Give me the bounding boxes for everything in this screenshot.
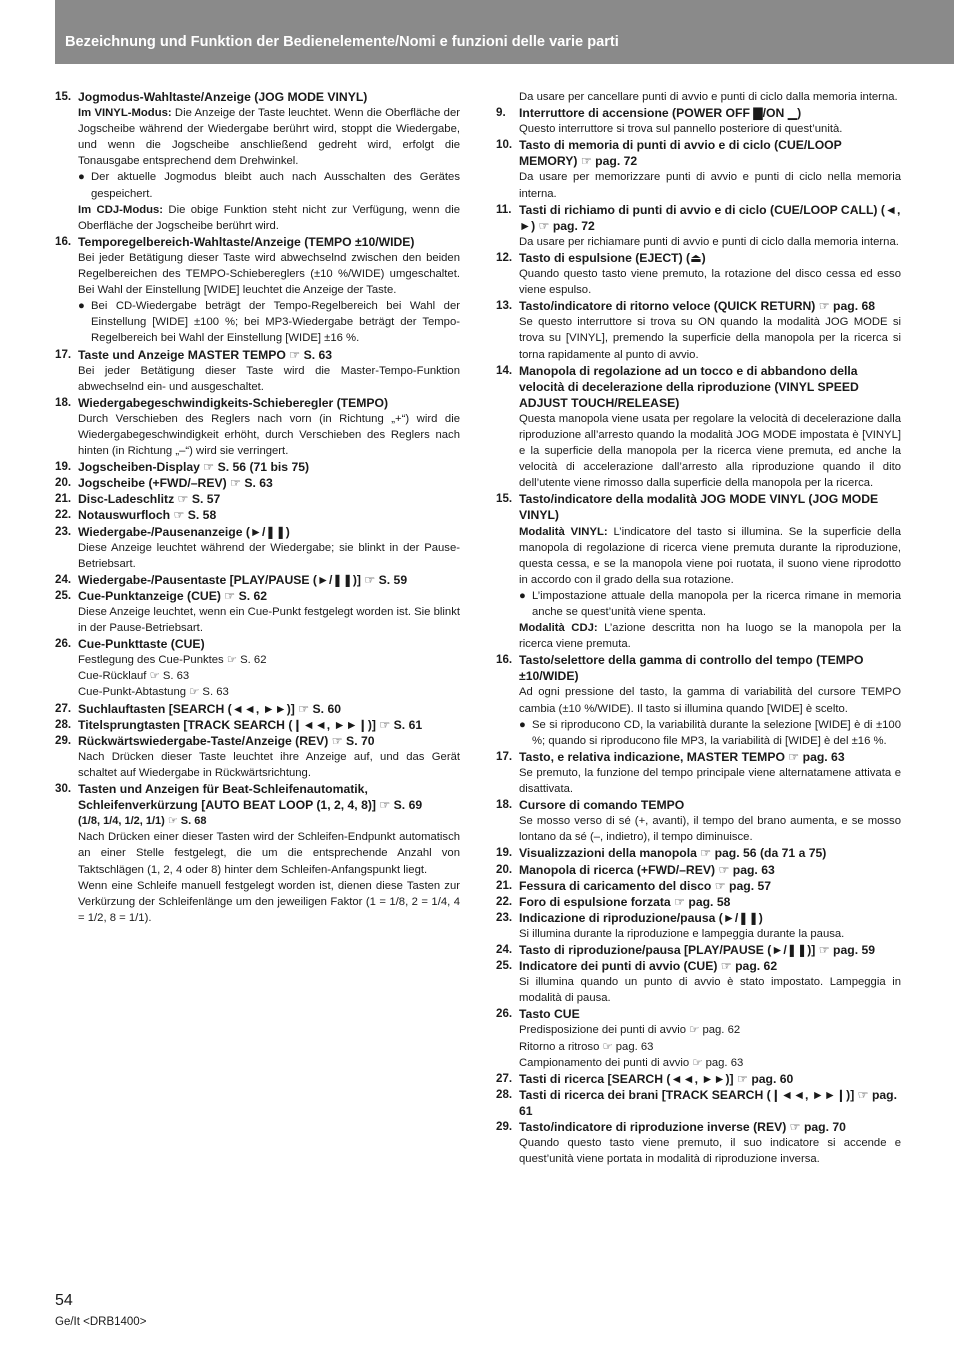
item-number: 17. bbox=[496, 749, 513, 763]
item-title: Tasto/indicatore della modalità JOG MODE VINYL (JOG MODE VINYL) bbox=[519, 492, 879, 523]
item-title: Tasto di espulsione (EJECT) (⏏) bbox=[519, 250, 706, 265]
item-title: Fessura di caricamento del disco ☞ pag. 57 bbox=[519, 878, 772, 893]
header-title: Bezeichnung und Funktion der Bedienelemente/Nomi e funzioni delle varie parti bbox=[65, 34, 619, 50]
item-number: 21. bbox=[496, 878, 513, 892]
item-title: Manopola di ricerca (+FWD/–REV) ☞ pag. 63 bbox=[519, 862, 775, 877]
item-number: 12. bbox=[496, 250, 513, 264]
list-item bbox=[496, 749, 901, 797]
list-item bbox=[55, 459, 460, 475]
list-item bbox=[55, 507, 460, 523]
item-number: 10. bbox=[496, 138, 513, 152]
page-number: 54 bbox=[55, 1292, 73, 1309]
list-item bbox=[496, 878, 901, 894]
description: Si illumina durante la riproduzione e lampeggia durante la pausa. bbox=[519, 927, 845, 940]
item-number: 23. bbox=[55, 524, 72, 538]
item-title: Manopola di regolazione ad un tocco e di abbandono della velocità di decelerazione della riproduzione (VINYL SPEED ADJUST TOUCH/RELEASE) bbox=[519, 363, 859, 410]
list-item bbox=[496, 491, 901, 652]
item-number: 26. bbox=[55, 637, 72, 651]
item-number: 22. bbox=[496, 894, 513, 908]
list-item bbox=[55, 717, 460, 733]
description: Bei jeder Betätigung dieser Taste wird die Master-Tempo-Funktion abwechselnd ein- und ausgeschaltet. bbox=[78, 364, 460, 393]
description: Quando questo tasto viene premuto, la rotazione del disco cessa ed esso viene espulso. bbox=[519, 268, 901, 297]
mode-label: Im CDJ-Modus: bbox=[78, 203, 164, 216]
list-item bbox=[55, 395, 460, 459]
bullet-icon: ● bbox=[78, 300, 85, 313]
item-number: 27. bbox=[496, 1071, 513, 1085]
item-title: Wiedergabe-/Pausenanzeige (►/❚❚) bbox=[78, 524, 290, 539]
item-title: Temporegelbereich-Wahltaste/Anzeige (TEMPO ±10/WIDE) bbox=[78, 234, 415, 249]
list-item bbox=[55, 475, 460, 491]
list-item bbox=[496, 1087, 901, 1119]
description: Campionamento dei punti di avvio ☞ pag. 63 bbox=[519, 1056, 744, 1069]
list-item bbox=[496, 363, 901, 492]
list-item bbox=[496, 1071, 901, 1087]
description: Durch Verschieben des Reglers nach vorn (in Richtung „+“) wird die Wiedergabegeschwindigkeit erhöht, durch Verschieben des Reglers nach hinten (in Richtung „–“) wird sie verringert. bbox=[78, 412, 460, 458]
right-intro: Da usare per cancellare punti di avvio e punti di ciclo dalla memoria interna. bbox=[519, 91, 898, 103]
item-number: 24. bbox=[55, 572, 72, 586]
description: Se questo interruttore si trova su ON quando la modalità JOG MODE si trova su [VINYL], premendo la superficie della manopola per la ricerca si torna rapidamente al punto di avvio. bbox=[519, 316, 901, 361]
description: Se premuto, la funzione del tempo principale viene alternatamene attivata e disattivata. bbox=[519, 766, 901, 796]
list-item bbox=[55, 491, 460, 507]
item-title: Jogscheibe (+FWD/–REV) ☞ S. 63 bbox=[78, 476, 273, 491]
item-number: 15. bbox=[55, 90, 72, 103]
list-item bbox=[496, 958, 901, 1006]
list-item bbox=[55, 524, 460, 572]
item-title: Cue-Punktanzeige (CUE) ☞ S. 62 bbox=[78, 588, 268, 603]
item-number: 20. bbox=[55, 476, 72, 490]
description: Festlegung des Cue-Punktes ☞ S. 62 bbox=[78, 654, 267, 667]
item-title: Jogscheiben-Display ☞ S. 56 (71 bis 75) bbox=[78, 460, 310, 475]
item-number: 23. bbox=[496, 910, 513, 924]
list-item bbox=[496, 105, 901, 137]
item-title: Tasto/selettore della gamma di controllo del tempo (TEMPO ±10/WIDE) bbox=[519, 653, 864, 684]
description: Se mosso verso di sé (+, avanti), il tempo del brano aumenta, e se mosso lontano da sé (–, indietro), il tempo diminuisce. bbox=[519, 815, 901, 844]
description-text: L’indicatore del tasto si illumina. Se la superficie della manopola di regolazione di ricerca viene premuta durante la riproduzione, questa cessa, e se la manopola viene poi ruotata, il suono viene riprodotto in accordo con il grado della sua rotazione. bbox=[519, 525, 902, 586]
description: Questa manopola viene usata per regolare la velocità di decelerazione dalla riproduzione all’arresto quando la modalità JOG MODE impostata è [VINYL] e la superficie della manopola per la ricerca viene premuta, ed anche la velocità di accelerazione dall’arresto alla riproduzione quando il dito dell’utente viene rimosso dalla superficie della manopola per la ricerca. bbox=[519, 412, 901, 490]
description: Nach Drücken dieser Taste leuchtet ihre Anzeige auf, und das Gerät schaltet auf Wiedergabe in Rückwärtsrichtung. bbox=[78, 750, 460, 779]
item-title: Titelsprungtasten [TRACK SEARCH (❙◄◄, ►►❙)] ☞ S. 61 bbox=[78, 717, 423, 732]
item-number: 16. bbox=[55, 234, 72, 248]
item-number: 13. bbox=[496, 299, 513, 313]
item-number: 21. bbox=[55, 492, 72, 506]
item-number: 26. bbox=[496, 1007, 513, 1021]
mode-label: Modalità CDJ: bbox=[519, 622, 598, 635]
description-text: L’azione descritta non ha luogo se la manopola per la ricerca viene premuta. bbox=[519, 622, 901, 651]
page-header bbox=[55, 0, 954, 64]
item-title: Notauswurfloch ☞ S. 58 bbox=[78, 508, 217, 523]
bullet-note bbox=[78, 298, 460, 346]
item-number: 20. bbox=[496, 862, 513, 876]
item-title: Cursore di comando TEMPO bbox=[519, 798, 685, 813]
description bbox=[78, 202, 460, 234]
list-item bbox=[496, 862, 901, 878]
bullet-note bbox=[519, 588, 901, 620]
bullet-text: Der aktuelle Jogmodus bleibt auch nach Ausschalten des Gerätes gespeichert. bbox=[91, 171, 460, 200]
bullet-text: Se si riproducono CD, la variabilità durante la selezione [WIDE] è di ±100 %; quando si riproducono file MP3, la variabilità di [WIDE] è del ±16 %. bbox=[532, 718, 901, 747]
list-item bbox=[496, 1006, 901, 1070]
item-title: Indicazione di riproduzione/pausa (►/❚❚) bbox=[519, 910, 763, 925]
description: Bei jeder Betätigung dieser Taste wird abwechselnd zwischen den beiden Regelbereichen des TEMPO-Schiebereglers (±10 %/WIDE) umgeschaltet. Bei Wahl der Einstellung [WIDE] leuchtet die Anzeige der Taste. bbox=[78, 251, 460, 297]
description bbox=[519, 524, 901, 588]
list-item bbox=[496, 652, 901, 749]
item-number: 14. bbox=[496, 363, 513, 377]
item-number: 29. bbox=[496, 1120, 513, 1133]
list-item bbox=[55, 701, 460, 717]
description: Ad ogni pressione del tasto, la gamma di variabilità del cursore TEMPO cambia (±10 %/WIDE). Il tasto si illumina quando [WIDE] è scelto. bbox=[519, 686, 901, 715]
list-item bbox=[496, 942, 901, 958]
bullet-text: Bei CD-Wiedergabe beträgt der Tempo-Regelbereich bei Wahl der Einstellung [WIDE] ±100 %; bei MP3-Wiedergabe beträgt der Tempo-Regelbereich bei Wahl der Einstellung [WIDE] ±16 %. bbox=[91, 300, 460, 345]
list-item bbox=[496, 250, 901, 298]
description: Ritorno a ritroso ☞ pag. 63 bbox=[519, 1040, 654, 1053]
list-item bbox=[496, 137, 901, 201]
item-number: 9. bbox=[496, 106, 506, 120]
item-number: 18. bbox=[496, 798, 513, 812]
list-item bbox=[496, 845, 901, 861]
description: Nach Drücken einer dieser Tasten wird der Schleifen-Endpunkt automatisch an einer Stelle festgelegt, die um die entsprechende Anzahl von Taktschlägen (1, 2, 4 oder 8) hinter dem Schleifen-Anfangspunkt liegt. bbox=[78, 831, 460, 876]
item-title: Tasto di riproduzione/pausa [PLAY/PAUSE (►/❚❚)] ☞ pag. 59 bbox=[519, 942, 876, 957]
item-number: 25. bbox=[55, 588, 72, 602]
list-item bbox=[496, 298, 901, 362]
item-number: 28. bbox=[55, 717, 72, 731]
list-item bbox=[55, 588, 460, 636]
item-title: Interruttore di accensione (POWER OFF ▇/ON ▁) bbox=[519, 106, 802, 121]
item-title: Rückwärtswiedergabe-Taste/Anzeige (REV) ☞ S. 70 bbox=[78, 733, 375, 748]
item-title: Tasto/indicatore di riproduzione inverse (REV) ☞ pag. 70 bbox=[519, 1120, 846, 1134]
item-number: 25. bbox=[496, 959, 513, 973]
item-title: Foro di espulsione forzata ☞ pag. 58 bbox=[519, 894, 731, 909]
list-item bbox=[496, 202, 901, 250]
item-title: Wiedergabegeschwindigkeits-Schieberegler (TEMPO) bbox=[78, 395, 389, 410]
item-title: Taste und Anzeige MASTER TEMPO ☞ S. 63 bbox=[78, 347, 333, 362]
list-item bbox=[55, 89, 460, 234]
item-title: Wiedergabe-/Pausentaste [PLAY/PAUSE (►/❚❚)] ☞ S. 59 bbox=[78, 572, 408, 587]
description: Si illumina quando un punto di avvio è stato impostato. Lampeggia in modalità di pausa. bbox=[519, 976, 901, 1005]
item-title: Tasti di ricerca dei brani [TRACK SEARCH (❙◄◄, ►►❙)] ☞ pag. 61 bbox=[519, 1087, 898, 1118]
bullet-text: L’impostazione attuale della manopola per la ricerca rimane in memoria anche se quest’unità viene spenta. bbox=[532, 589, 901, 618]
bullet-note bbox=[78, 169, 460, 201]
item-title: Suchlauftasten [SEARCH (◄◄, ►►)] ☞ S. 60 bbox=[78, 701, 342, 716]
bullet-icon: ● bbox=[78, 171, 85, 184]
item-title: Cue-Punkttaste (CUE) bbox=[78, 637, 205, 652]
item-title: Tasto CUE bbox=[519, 1007, 580, 1022]
item-title: Indicatore dei punti di avvio (CUE) ☞ pag. 62 bbox=[519, 959, 778, 974]
item-title: Visualizzazioni della manopola ☞ pag. 56 (da 71 a 75) bbox=[519, 846, 827, 861]
item-title: Tasti di ricerca [SEARCH (◄◄, ►►)] ☞ pag. 60 bbox=[519, 1071, 794, 1086]
item-number: 30. bbox=[55, 782, 72, 796]
description-text: Die Anzeige der Taste leuchtet. Wenn die Oberfläche der Jogscheibe während der Wiedergabe berührt wird, stoppt die Wiedergabe, und wenn die Jogscheibe anschließend gedreht wird, erfolgt die Tonausgabe entsprechend dem Drehwinkel. bbox=[78, 107, 460, 168]
description bbox=[78, 105, 460, 169]
item-number: 29. bbox=[55, 733, 72, 747]
item-number: 22. bbox=[55, 508, 72, 522]
item-number: 16. bbox=[496, 653, 513, 667]
item-title: Jogmodus-Wahltaste/Anzeige (JOG MODE VINYL) bbox=[78, 90, 368, 104]
description: Wenn eine Schleife manuell festgelegt worden ist, dienen diese Tasten zur Verkürzung der Schleifenlänge um den jeweiligen Faktor (1 = 1/8, 2 = 1/4, 4 = 1/2, 8 = 1/1). bbox=[78, 879, 460, 924]
description: Questo interruttore si trova sul pannello posteriore di quest’unità. bbox=[519, 123, 843, 136]
description: Da usare per richiamare punti di avvio e punti di ciclo dalla memoria interna. bbox=[519, 235, 899, 248]
mode-label: Modalità VINYL: bbox=[519, 525, 608, 538]
description: Diese Anzeige leuchtet, wenn ein Cue-Punkt festgelegt worden ist. Sie blinkt in der Pause-Betriebsart. bbox=[78, 606, 460, 635]
item-number: 19. bbox=[496, 846, 513, 860]
item-number: 17. bbox=[55, 347, 72, 361]
item-number: 11. bbox=[496, 202, 512, 216]
item-number: 15. bbox=[496, 492, 513, 506]
list-item bbox=[496, 797, 901, 845]
list-item bbox=[496, 894, 901, 910]
mode-label: Im VINYL-Modus: bbox=[78, 107, 172, 120]
item-number: 28. bbox=[496, 1087, 513, 1101]
list-item bbox=[55, 636, 460, 700]
right-column bbox=[496, 89, 901, 1167]
left-column bbox=[55, 89, 460, 926]
description-text: Die obige Funktion steht nicht zur Verfügung, wenn die Oberfläche der Jogscheibe berührt wird. bbox=[78, 203, 460, 232]
sub-heading: (1/8, 1/4, 1/2, 1/1) ☞ S. 68 bbox=[78, 815, 207, 828]
list-item bbox=[55, 781, 460, 926]
item-title: Tasti di richiamo di punti di avvio e di ciclo (CUE/LOOP CALL) (◄, ►) ☞ pag. 72 bbox=[519, 202, 901, 233]
description: Predisposizione dei punti di avvio ☞ pag. 62 bbox=[519, 1024, 741, 1037]
list-item bbox=[55, 347, 460, 395]
description: Cue-Punkt-Abtastung ☞ S. 63 bbox=[78, 686, 229, 699]
item-title: Tasto di memoria di punti di avvio e di ciclo (CUE/LOOP MEMORY) ☞ pag. 72 bbox=[519, 138, 842, 169]
description: Quando questo tasto viene premuto, il suo indicatore si accende e quest’unità viene portata in modalità di riproduzione inversa. bbox=[519, 1137, 901, 1166]
description: Cue-Rücklauf ☞ S. 63 bbox=[78, 670, 190, 683]
description: Da usare per memorizzare punti di avvio e punti di ciclo nella memoria interna. bbox=[519, 171, 901, 200]
bullet-icon: ● bbox=[519, 589, 526, 602]
list-item bbox=[55, 572, 460, 588]
item-number: 19. bbox=[55, 460, 72, 474]
description: Diese Anzeige leuchtet während der Wiedergabe; sie blinkt in der Pause-Betriebsart. bbox=[78, 541, 460, 570]
document-code: Ge/It <DRB1400> bbox=[55, 1316, 147, 1328]
item-number: 27. bbox=[55, 701, 72, 715]
description bbox=[519, 620, 901, 652]
item-number: 24. bbox=[496, 942, 513, 956]
item-title: Tasten und Anzeigen für Beat-Schleifenautomatik, Schleifenverkürzung [AUTO BEAT LOOP (1, 2, 4, 8)] ☞ S. 69 bbox=[78, 782, 423, 813]
list-item bbox=[55, 234, 460, 347]
item-title: Disc-Ladeschlitz ☞ S. 57 bbox=[78, 492, 221, 507]
list-item bbox=[496, 910, 901, 942]
bullet-note bbox=[519, 717, 901, 749]
bullet-icon: ● bbox=[519, 718, 526, 731]
item-title: Tasto, e relativa indicazione, MASTER TEMPO ☞ pag. 63 bbox=[519, 749, 845, 764]
list-item bbox=[55, 733, 460, 781]
item-number: 18. bbox=[55, 395, 72, 409]
list-item bbox=[496, 1119, 901, 1167]
item-title: Tasto/indicatore di ritorno veloce (QUICK RETURN) ☞ pag. 68 bbox=[519, 299, 876, 314]
